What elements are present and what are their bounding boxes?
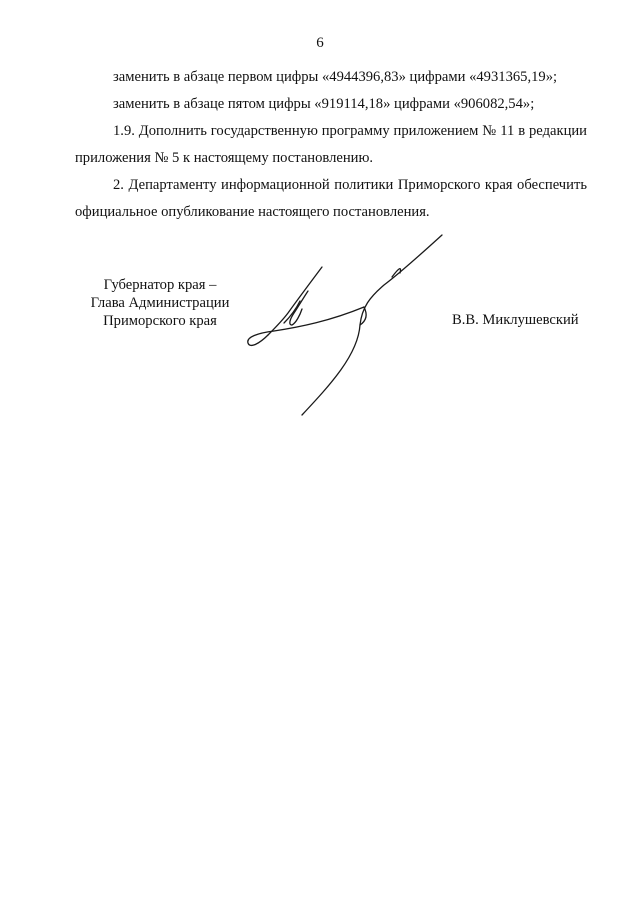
handwritten-signature <box>230 225 460 425</box>
signer-title <box>70 276 250 330</box>
signer-name: В.В. Миклушевский <box>452 312 579 328</box>
paragraph-item-1-9: 1.9. Дополнить государственную программу приложением № 11 в редакции приложения № 5 к настоящему постановлению. <box>75 123 587 166</box>
signer-title-line: Приморского края <box>103 313 217 329</box>
signer-title-line: Губернатор края – <box>103 277 217 293</box>
signer-title-line: Глава Администрации <box>90 295 230 311</box>
page-number: 6 <box>316 35 324 51</box>
paragraph-replace-fifth: заменить в абзаце пятом цифры «919114,18» цифрами «906082,54»; <box>113 96 535 112</box>
paragraph-replace-first: заменить в абзаце первом цифры «4944396,83» цифрами «4931365,19»; <box>113 69 558 85</box>
paragraph-item-2: 2. Департаменту информационной политики Приморского края обеспечить официальное опубликование настоящего постановления. <box>75 177 587 220</box>
